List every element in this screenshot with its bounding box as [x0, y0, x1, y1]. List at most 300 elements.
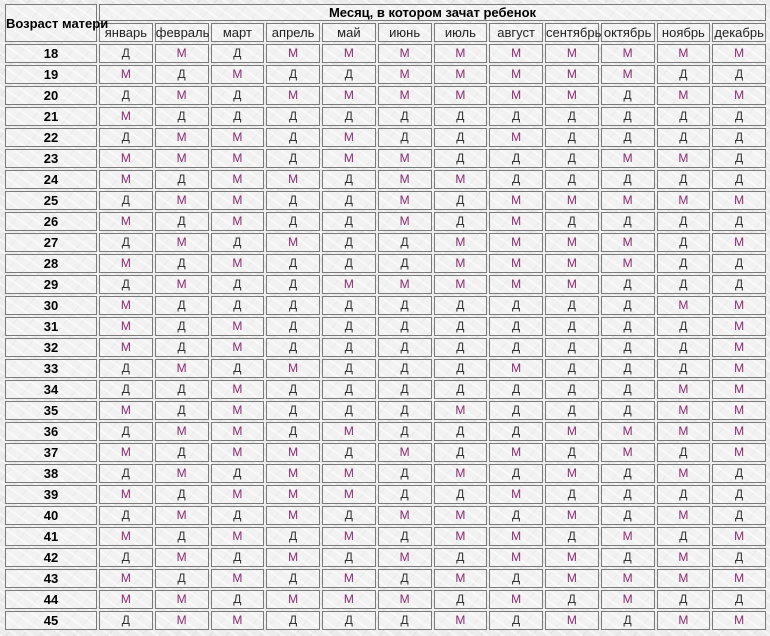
- gender-cell: Д: [155, 443, 209, 462]
- gender-cell: Д: [266, 128, 320, 147]
- gender-cell: М: [601, 149, 655, 168]
- gender-cell: Д: [378, 359, 432, 378]
- gender-cell: М: [601, 44, 655, 63]
- gender-cell: Д: [99, 233, 153, 252]
- gender-cell: Д: [322, 506, 376, 525]
- gender-cell: Д: [712, 485, 766, 504]
- month-header: ноябрь: [657, 23, 711, 42]
- gender-cell: Д: [266, 527, 320, 546]
- gender-cell: Д: [211, 107, 265, 126]
- gender-cell: М: [378, 443, 432, 462]
- mother-age-cell: 35: [5, 401, 97, 420]
- gender-cell: Д: [211, 506, 265, 525]
- mother-age-cell: 40: [5, 506, 97, 525]
- gender-cell: М: [545, 254, 599, 273]
- table-row: [5, 611, 766, 630]
- mother-age-cell: 32: [5, 338, 97, 357]
- gender-cell: Д: [378, 338, 432, 357]
- table-row: [5, 233, 766, 252]
- mother-age-cell: 20: [5, 86, 97, 105]
- mother-age-cell: 19: [5, 65, 97, 84]
- month-title-header: Месяц, в котором зачат ребенок: [99, 4, 766, 21]
- gender-cell: Д: [712, 128, 766, 147]
- gender-cell: Д: [155, 380, 209, 399]
- gender-cell: М: [545, 506, 599, 525]
- mother-age-cell: 29: [5, 275, 97, 294]
- gender-cell: Д: [211, 275, 265, 294]
- gender-cell: М: [155, 86, 209, 105]
- gender-cell: Д: [322, 170, 376, 189]
- gender-cell: М: [378, 275, 432, 294]
- gender-cell: М: [99, 149, 153, 168]
- gender-cell: Д: [601, 86, 655, 105]
- gender-cell: Д: [601, 611, 655, 630]
- gender-cell: М: [378, 86, 432, 105]
- mother-age-cell: 39: [5, 485, 97, 504]
- gender-cell: М: [545, 464, 599, 483]
- mother-age-cell: 38: [5, 464, 97, 483]
- gender-cell: М: [322, 569, 376, 588]
- gender-cell: Д: [545, 170, 599, 189]
- gender-cell: М: [322, 590, 376, 609]
- gender-cell: Д: [211, 590, 265, 609]
- gender-cell: Д: [545, 401, 599, 420]
- gender-cell: М: [99, 107, 153, 126]
- gender-cell: М: [155, 464, 209, 483]
- table-row: [5, 401, 766, 420]
- gender-cell: М: [99, 296, 153, 315]
- gender-cell: М: [601, 422, 655, 441]
- gender-cell: Д: [155, 107, 209, 126]
- gender-cell: М: [211, 401, 265, 420]
- gender-cell: М: [378, 65, 432, 84]
- mother-age-cell: 33: [5, 359, 97, 378]
- table-row: [5, 443, 766, 462]
- gender-cell: Д: [657, 128, 711, 147]
- gender-cell: М: [601, 527, 655, 546]
- gender-cell: Д: [378, 254, 432, 273]
- gender-cell: М: [99, 65, 153, 84]
- gender-cell: Д: [378, 569, 432, 588]
- gender-cell: М: [712, 338, 766, 357]
- gender-cell: М: [434, 527, 488, 546]
- gender-cell: Д: [378, 107, 432, 126]
- gender-cell: Д: [266, 275, 320, 294]
- gender-cell: Д: [657, 317, 711, 336]
- gender-cell: М: [378, 170, 432, 189]
- gender-cell: М: [545, 86, 599, 105]
- age-column-header: Возраст матери: [5, 4, 97, 42]
- gender-cell: М: [601, 569, 655, 588]
- gender-cell: Д: [545, 212, 599, 231]
- gender-cell: Д: [322, 65, 376, 84]
- gender-cell: М: [99, 317, 153, 336]
- gender-cell: Д: [657, 170, 711, 189]
- gender-cell: Д: [489, 170, 543, 189]
- gender-cell: М: [489, 485, 543, 504]
- gender-cell: Д: [266, 569, 320, 588]
- gender-cell: М: [378, 44, 432, 63]
- gender-cell: М: [489, 128, 543, 147]
- gender-cell: М: [601, 590, 655, 609]
- gender-cell: М: [211, 443, 265, 462]
- gender-cell: М: [601, 191, 655, 210]
- gender-cell: М: [545, 569, 599, 588]
- month-header: июнь: [378, 23, 432, 42]
- gender-cell: Д: [322, 401, 376, 420]
- gender-cell: Д: [657, 212, 711, 231]
- gender-cell: Д: [601, 170, 655, 189]
- gender-cell: Д: [211, 233, 265, 252]
- gender-cell: Д: [211, 44, 265, 63]
- mother-age-cell: 28: [5, 254, 97, 273]
- gender-cell: Д: [489, 149, 543, 168]
- month-header: сентябрь: [546, 25, 602, 40]
- gender-cell: Д: [266, 149, 320, 168]
- gender-cell: Д: [99, 422, 153, 441]
- gender-cell: Д: [155, 254, 209, 273]
- gender-cell: Д: [434, 128, 488, 147]
- gender-cell: Д: [712, 212, 766, 231]
- header-row-title: [5, 4, 766, 21]
- gender-cell: М: [712, 443, 766, 462]
- chart-body: [5, 44, 766, 630]
- gender-cell: М: [434, 275, 488, 294]
- gender-cell: Д: [657, 65, 711, 84]
- mother-age-cell: 43: [5, 569, 97, 588]
- gender-cell: Д: [155, 569, 209, 588]
- gender-cell: Д: [266, 212, 320, 231]
- gender-cell: Д: [99, 548, 153, 567]
- gender-cell: М: [434, 254, 488, 273]
- gender-cell: Д: [434, 149, 488, 168]
- gender-cell: М: [211, 65, 265, 84]
- gender-cell: Д: [657, 527, 711, 546]
- month-header: январь: [99, 23, 153, 42]
- gender-cell: Д: [489, 611, 543, 630]
- gender-cell: Д: [155, 65, 209, 84]
- gender-cell: М: [211, 149, 265, 168]
- gender-cell: М: [155, 506, 209, 525]
- gender-cell: М: [155, 422, 209, 441]
- gender-cell: Д: [434, 548, 488, 567]
- gender-cell: М: [657, 401, 711, 420]
- gender-cell: М: [378, 506, 432, 525]
- gender-cell: Д: [434, 485, 488, 504]
- gender-cell: М: [434, 86, 488, 105]
- mother-age-cell: 21: [5, 107, 97, 126]
- gender-cell: М: [378, 212, 432, 231]
- gender-cell: М: [155, 548, 209, 567]
- gender-cell: Д: [434, 338, 488, 357]
- table-row: [5, 506, 766, 525]
- gender-cell: Д: [545, 317, 599, 336]
- gender-cell: М: [434, 233, 488, 252]
- gender-cell: М: [211, 527, 265, 546]
- gender-cell: М: [266, 86, 320, 105]
- gender-cell: М: [601, 65, 655, 84]
- gender-cell: Д: [266, 296, 320, 315]
- month-header: май: [322, 23, 376, 42]
- gender-cell: Д: [545, 338, 599, 357]
- gender-cell: Д: [322, 548, 376, 567]
- gender-cell: Д: [657, 107, 711, 126]
- gender-cell: Д: [378, 233, 432, 252]
- gender-cell: М: [434, 170, 488, 189]
- gender-cell: Д: [657, 590, 711, 609]
- gender-cell: Д: [266, 317, 320, 336]
- mother-age-cell: 41: [5, 527, 97, 546]
- gender-cell: М: [545, 611, 599, 630]
- gender-cell: Д: [99, 275, 153, 294]
- gender-cell: М: [322, 527, 376, 546]
- gender-cell: М: [657, 86, 711, 105]
- table-row: [5, 380, 766, 399]
- gender-cell: М: [657, 422, 711, 441]
- gender-cell: М: [378, 149, 432, 168]
- gender-cell: М: [322, 149, 376, 168]
- gender-cell: М: [155, 44, 209, 63]
- gender-cell: М: [266, 359, 320, 378]
- gender-cell: Д: [155, 527, 209, 546]
- gender-cell: Д: [155, 485, 209, 504]
- gender-cell: Д: [489, 296, 543, 315]
- gender-cell: Д: [601, 317, 655, 336]
- gender-cell: М: [712, 527, 766, 546]
- gender-cell: Д: [712, 275, 766, 294]
- gender-cell: М: [712, 611, 766, 630]
- gender-cell: Д: [657, 338, 711, 357]
- gender-cell: Д: [266, 191, 320, 210]
- table-row: [5, 191, 766, 210]
- gender-cell: Д: [155, 401, 209, 420]
- gender-cell: Д: [99, 359, 153, 378]
- gender-cell: Д: [712, 254, 766, 273]
- gender-cell: Д: [155, 317, 209, 336]
- month-header: июль: [434, 23, 488, 42]
- gender-cell: М: [322, 44, 376, 63]
- gender-cell: М: [712, 359, 766, 378]
- gender-cell: Д: [434, 380, 488, 399]
- gender-cell: Д: [266, 254, 320, 273]
- mother-age-cell: 26: [5, 212, 97, 231]
- gender-cell: М: [99, 212, 153, 231]
- gender-cell: М: [211, 338, 265, 357]
- gender-cell: Д: [712, 170, 766, 189]
- gender-cell: Д: [266, 611, 320, 630]
- gender-cell: Д: [378, 527, 432, 546]
- table-row: [5, 296, 766, 315]
- gender-cell: Д: [322, 338, 376, 357]
- gender-cell: Д: [712, 107, 766, 126]
- gender-cell: М: [434, 65, 488, 84]
- gender-cell: М: [712, 317, 766, 336]
- month-header: март: [211, 23, 265, 42]
- gender-cell: Д: [378, 422, 432, 441]
- gender-cell: Д: [489, 401, 543, 420]
- gender-cell: Д: [99, 380, 153, 399]
- gender-cell: Д: [712, 590, 766, 609]
- table-row: [5, 65, 766, 84]
- gender-cell: М: [545, 548, 599, 567]
- gender-cell: Д: [434, 296, 488, 315]
- gender-cell: Д: [155, 212, 209, 231]
- gender-cell: Д: [211, 296, 265, 315]
- gender-chart-table: [3, 2, 768, 632]
- gender-cell: М: [99, 401, 153, 420]
- gender-cell: М: [99, 569, 153, 588]
- gender-cell: М: [489, 443, 543, 462]
- gender-cell: Д: [266, 422, 320, 441]
- table-row: [5, 170, 766, 189]
- gender-cell: М: [489, 65, 543, 84]
- gender-cell: Д: [601, 464, 655, 483]
- gender-cell: Д: [322, 107, 376, 126]
- gender-cell: М: [657, 569, 711, 588]
- gender-cell: М: [99, 485, 153, 504]
- gender-cell: Д: [322, 611, 376, 630]
- gender-cell: М: [657, 548, 711, 567]
- gender-cell: М: [601, 233, 655, 252]
- gender-cell: М: [657, 506, 711, 525]
- gender-cell: М: [489, 590, 543, 609]
- gender-cell: М: [211, 422, 265, 441]
- gender-cell: Д: [601, 359, 655, 378]
- gender-cell: М: [489, 254, 543, 273]
- mother-age-cell: 45: [5, 611, 97, 630]
- gender-cell: Д: [657, 254, 711, 273]
- gender-cell: Д: [657, 233, 711, 252]
- table-row: [5, 548, 766, 567]
- table-row: [5, 44, 766, 63]
- gender-cell: Д: [99, 128, 153, 147]
- mother-age-cell: 18: [5, 44, 97, 63]
- mother-age-cell: 25: [5, 191, 97, 210]
- gender-cell: Д: [489, 464, 543, 483]
- gender-cell: Д: [211, 548, 265, 567]
- gender-cell: М: [378, 548, 432, 567]
- gender-cell: М: [545, 44, 599, 63]
- gender-cell: Д: [545, 296, 599, 315]
- month-header: декабрь: [712, 23, 766, 42]
- gender-cell: М: [155, 128, 209, 147]
- gender-cell: М: [712, 296, 766, 315]
- gender-cell: М: [322, 485, 376, 504]
- gender-cell: Д: [155, 296, 209, 315]
- gender-cell: М: [601, 443, 655, 462]
- gender-cell: М: [155, 149, 209, 168]
- gender-cell: Д: [601, 380, 655, 399]
- gender-cell: Д: [99, 86, 153, 105]
- gender-cell: Д: [322, 233, 376, 252]
- gender-cell: М: [434, 44, 488, 63]
- table-row: [5, 464, 766, 483]
- gender-cell: Д: [712, 548, 766, 567]
- gender-cell: М: [545, 275, 599, 294]
- gender-cell: М: [657, 191, 711, 210]
- table-row: [5, 212, 766, 231]
- gender-cell: Д: [99, 506, 153, 525]
- gender-cell: М: [99, 443, 153, 462]
- gender-cell: М: [545, 191, 599, 210]
- gender-cell: Д: [434, 443, 488, 462]
- gender-cell: М: [266, 485, 320, 504]
- gender-cell: М: [545, 65, 599, 84]
- table-row: [5, 149, 766, 168]
- gender-cell: М: [266, 464, 320, 483]
- gender-cell: Д: [378, 317, 432, 336]
- gender-cell: Д: [434, 107, 488, 126]
- month-header: август: [489, 23, 543, 42]
- table-row: [5, 275, 766, 294]
- table-row: [5, 338, 766, 357]
- gender-cell: Д: [601, 128, 655, 147]
- gender-cell: М: [489, 233, 543, 252]
- table-row: [5, 422, 766, 441]
- gender-cell: М: [99, 338, 153, 357]
- table-row: [5, 590, 766, 609]
- header-row-months: [5, 23, 766, 42]
- gender-cell: М: [657, 149, 711, 168]
- gender-cell: Д: [601, 275, 655, 294]
- gender-cell: М: [489, 44, 543, 63]
- gender-cell: М: [211, 380, 265, 399]
- month-header: февраль: [155, 25, 210, 40]
- gender-cell: М: [99, 170, 153, 189]
- month-header: апрель: [266, 23, 320, 42]
- gender-cell: М: [657, 296, 711, 315]
- gender-cell: Д: [489, 569, 543, 588]
- gender-cell: М: [211, 128, 265, 147]
- gender-cell: М: [155, 275, 209, 294]
- mother-age-cell: 44: [5, 590, 97, 609]
- mother-age-cell: 37: [5, 443, 97, 462]
- month-header: октябрь: [601, 23, 655, 42]
- gender-cell: Д: [322, 317, 376, 336]
- gender-cell: М: [266, 233, 320, 252]
- gender-cell: Д: [489, 380, 543, 399]
- gender-cell: М: [266, 44, 320, 63]
- table-row: [5, 527, 766, 546]
- gender-cell: Д: [545, 128, 599, 147]
- gender-cell: М: [489, 359, 543, 378]
- mother-age-cell: 31: [5, 317, 97, 336]
- gender-cell: Д: [322, 380, 376, 399]
- mother-age-cell: 27: [5, 233, 97, 252]
- table-row: [5, 485, 766, 504]
- gender-cell: Д: [434, 212, 488, 231]
- gender-cell: Д: [434, 317, 488, 336]
- gender-cell: Д: [322, 191, 376, 210]
- gender-cell: М: [266, 170, 320, 189]
- gender-cell: Д: [434, 359, 488, 378]
- gender-cell: М: [545, 233, 599, 252]
- gender-cell: Д: [322, 254, 376, 273]
- gender-cell: Д: [378, 401, 432, 420]
- gender-cell: М: [266, 590, 320, 609]
- mother-age-cell: 36: [5, 422, 97, 441]
- gender-cell: Д: [266, 338, 320, 357]
- table-row: [5, 128, 766, 147]
- gender-cell: М: [434, 569, 488, 588]
- gender-cell: М: [99, 590, 153, 609]
- gender-cell: М: [657, 611, 711, 630]
- gender-cell: Д: [489, 107, 543, 126]
- gender-cell: Д: [211, 359, 265, 378]
- mother-age-cell: 22: [5, 128, 97, 147]
- gender-cell: М: [155, 359, 209, 378]
- mother-age-cell: 30: [5, 296, 97, 315]
